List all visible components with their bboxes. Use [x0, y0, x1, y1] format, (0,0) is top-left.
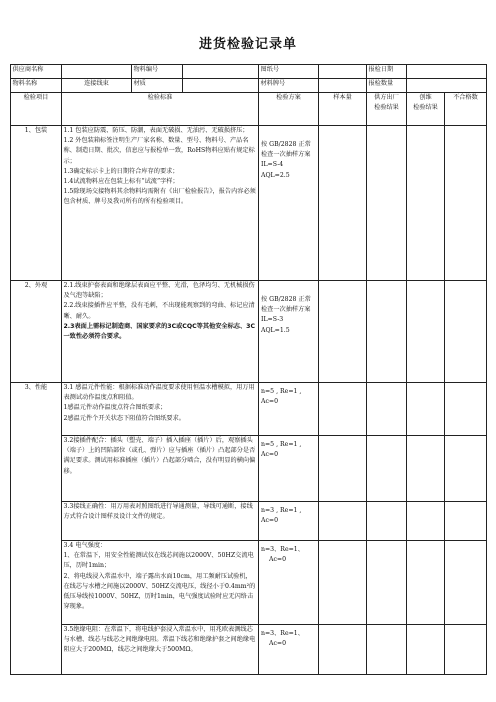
method-text: AQL=1.5	[261, 326, 290, 334]
inspection-item: 1、包装	[11, 126, 62, 281]
standard-text: 1.4试流物料应在包装上标有“试流”字样；	[63, 178, 179, 186]
header-item: 检验项目	[11, 93, 62, 126]
info-value	[62, 65, 132, 79]
table-row	[11, 502, 487, 541]
info-value	[407, 79, 487, 93]
standard-text: 3.4 电气强度：	[63, 542, 107, 549]
inspection-method	[259, 502, 319, 541]
info-value	[319, 79, 367, 93]
table-row	[11, 383, 487, 436]
header-supplier-result: 供方出厂 检验结果	[367, 93, 407, 126]
table-row	[11, 281, 487, 383]
sample-size-cell	[319, 281, 367, 383]
standard-text: 2、将电线浸入常温水中，端子露出水面10cm，用工频耐压试验机，在线芯与水槽之间施以2000V、50HZ交流电压，线径小于0.4mm²的低压导线按1000V、50HZ，历时1min，电气强度试验时应无闪络击穿现象。	[63, 572, 256, 611]
sample-size-cell	[319, 625, 367, 675]
creator-result-cell	[407, 383, 445, 436]
nonconforming-cell	[445, 625, 487, 675]
nonconforming-cell	[445, 281, 487, 383]
inspection-standard	[62, 502, 259, 541]
method-text: IL=S-4	[261, 161, 284, 169]
nonconforming-cell	[445, 541, 487, 625]
supplier-result-cell	[367, 541, 407, 625]
header-method: 检验方案	[259, 93, 319, 126]
info-label: 材质	[132, 79, 183, 93]
info-row	[11, 65, 487, 79]
sample-size-cell	[319, 383, 367, 436]
info-value: 连接线束	[62, 79, 132, 93]
method-text: Ac=0	[269, 556, 287, 564]
standard-text: 3.3接线正确性：用万用表对照图纸进行导通测量，导线可通断，接线方式符合设计图样及设计文件的规定。	[63, 503, 253, 521]
info-label: 报检数量	[367, 79, 407, 93]
info-value	[183, 79, 259, 93]
inspection-item: 3、性能	[11, 383, 62, 675]
method-text: n=3、Re=1、	[261, 546, 304, 553]
standard-text: 3.2接插件配合：插头（塑壳、端子）插入插座（插片）后，观察插头（端子）上的凹陷部位（或孔、弹片）应与插座（插片）凸起部分是否满足要求。测试用标准插座（插片）凸起部分啮合，没有明显的横向偏移。	[63, 437, 256, 475]
method-text: Ac=0	[269, 640, 287, 648]
method-text: n=3、Re=1、	[261, 630, 304, 637]
header-row	[11, 93, 487, 126]
inspection-standard	[62, 383, 259, 436]
info-value	[183, 65, 259, 79]
header-creator-result: 创维 检验结果	[407, 93, 445, 126]
creator-result-cell	[407, 625, 445, 675]
inspection-standard	[62, 541, 259, 625]
sample-size-cell	[319, 502, 367, 541]
inspection-method	[259, 126, 319, 281]
method-text: 按 GB/2828 正常检查一次抽样方案	[261, 296, 311, 314]
header-standard: 检验标准	[62, 93, 259, 126]
inspection-method	[259, 383, 319, 436]
creator-result-cell	[407, 436, 445, 502]
creator-result-cell	[407, 541, 445, 625]
supplier-result-cell	[367, 383, 407, 436]
standard-text: 1感温元件动作温度点符合图纸要求；	[63, 404, 167, 412]
method-text: AQL=2.5	[261, 171, 290, 179]
inspection-method	[259, 281, 319, 383]
inspection-method	[259, 625, 319, 675]
standard-text: 1.1 包装应防震、防压、防潮，表面无破损、无油污、无破损挤压；	[63, 127, 249, 134]
supplier-result-cell	[367, 281, 407, 383]
inspection-method	[259, 541, 319, 625]
supplier-result-cell	[367, 436, 407, 502]
table-row	[11, 436, 487, 502]
sample-size-cell	[319, 126, 367, 281]
info-label: 物料编号	[132, 65, 183, 79]
standard-text: 3.1 感温元件性能：根据标准动作温度要求使用恒温水槽模拟，用万用表测试动作温度点和阻值。	[63, 384, 255, 402]
standard-text: 3.5绝缘电阻：在常温下，将电线护套浸入常温水中，用兆欧表测线芯与水槽、线芯与线芯之间绝缘电阻。常温下线芯和绝缘护套之间绝缘电阻应大于200MΩ，线芯之间绝缘大于500MΩ。	[63, 626, 256, 654]
table-row	[11, 625, 487, 675]
creator-result-cell	[407, 502, 445, 541]
method-text: n=5 , Re=1 , Ac=0	[261, 388, 302, 406]
sample-size-cell	[319, 541, 367, 625]
table-row	[11, 541, 487, 625]
page-title: 进货检验记录单	[198, 37, 297, 52]
info-label: 物料名称	[11, 79, 62, 93]
info-label: 材料牌号	[259, 79, 319, 93]
standard-text: 1.2 外包装箱标签注明生产厂家名称、数量、型号、物料号、产品名称、制造日期、批次，信息应与报检单一致，RoHS物料应贴有规定标示；	[63, 137, 255, 165]
nonconforming-cell	[445, 436, 487, 502]
info-label: 供应商名称	[11, 65, 62, 79]
inspection-standard	[62, 126, 259, 281]
table-row	[11, 126, 487, 281]
method-text: n=5 , Re=1 , Ac=0	[261, 441, 302, 459]
supplier-result-cell	[367, 502, 407, 541]
info-value	[407, 65, 487, 79]
method-text: 按 GB/2828 正常检查一次抽样方案	[261, 141, 311, 159]
creator-result-cell	[407, 281, 445, 383]
info-row	[11, 79, 487, 93]
inspection-method	[259, 436, 319, 502]
inspection-standard	[62, 436, 259, 502]
info-label: 报检日期	[367, 65, 407, 79]
nonconforming-cell	[445, 383, 487, 436]
standard-text: 2感温元件个开关状态下阻值符合图纸要求。	[63, 414, 185, 422]
info-value	[319, 65, 367, 79]
standard-text: 1、在常温下，用安全性能测试仪在线芯间施以2000V、50HZ交流电压，历时1min；	[63, 552, 254, 570]
method-text: IL=S-3	[261, 316, 284, 324]
inspection-standard	[62, 625, 259, 675]
header-sample: 样本量	[319, 93, 367, 126]
standard-text: 1.3确定标示卡上的日期符合库存的要求；	[63, 167, 179, 175]
standard-text: 2.1.线束护套表面和绝缘层表面应平整、光滑，色泽均匀、无机械损伤及气泡等缺陷；	[63, 282, 255, 300]
method-text: n=3 , Re=1 , Ac=0	[261, 507, 302, 525]
info-label: 图纸号	[259, 65, 319, 79]
sample-size-cell	[319, 436, 367, 502]
inspection-table	[10, 64, 487, 675]
nonconforming-cell	[445, 502, 487, 541]
nonconforming-cell	[445, 126, 487, 281]
standard-text: 1.5除现场交接物料其余物料均需附有《出厂检验报告》，报告内容必须包含材质、牌号及我司所有的所有检验项目。	[63, 188, 256, 206]
inspection-standard	[62, 281, 259, 383]
inspection-item: 2、外观	[11, 281, 62, 383]
standard-text-bold: 2.3表面上需标记制造商、国家要求的3C或CQC等其他安全标志、3C一致性必须符合要求。	[63, 322, 255, 341]
header-nonconforming: 不合格数	[445, 93, 487, 126]
standard-text: 2.2.线束接插件应平整，没有毛刺，不出现能观察到的弯曲、标记应清晰、耐久。	[63, 302, 255, 320]
supplier-result-cell	[367, 625, 407, 675]
supplier-result-cell	[367, 126, 407, 281]
creator-result-cell	[407, 126, 445, 281]
